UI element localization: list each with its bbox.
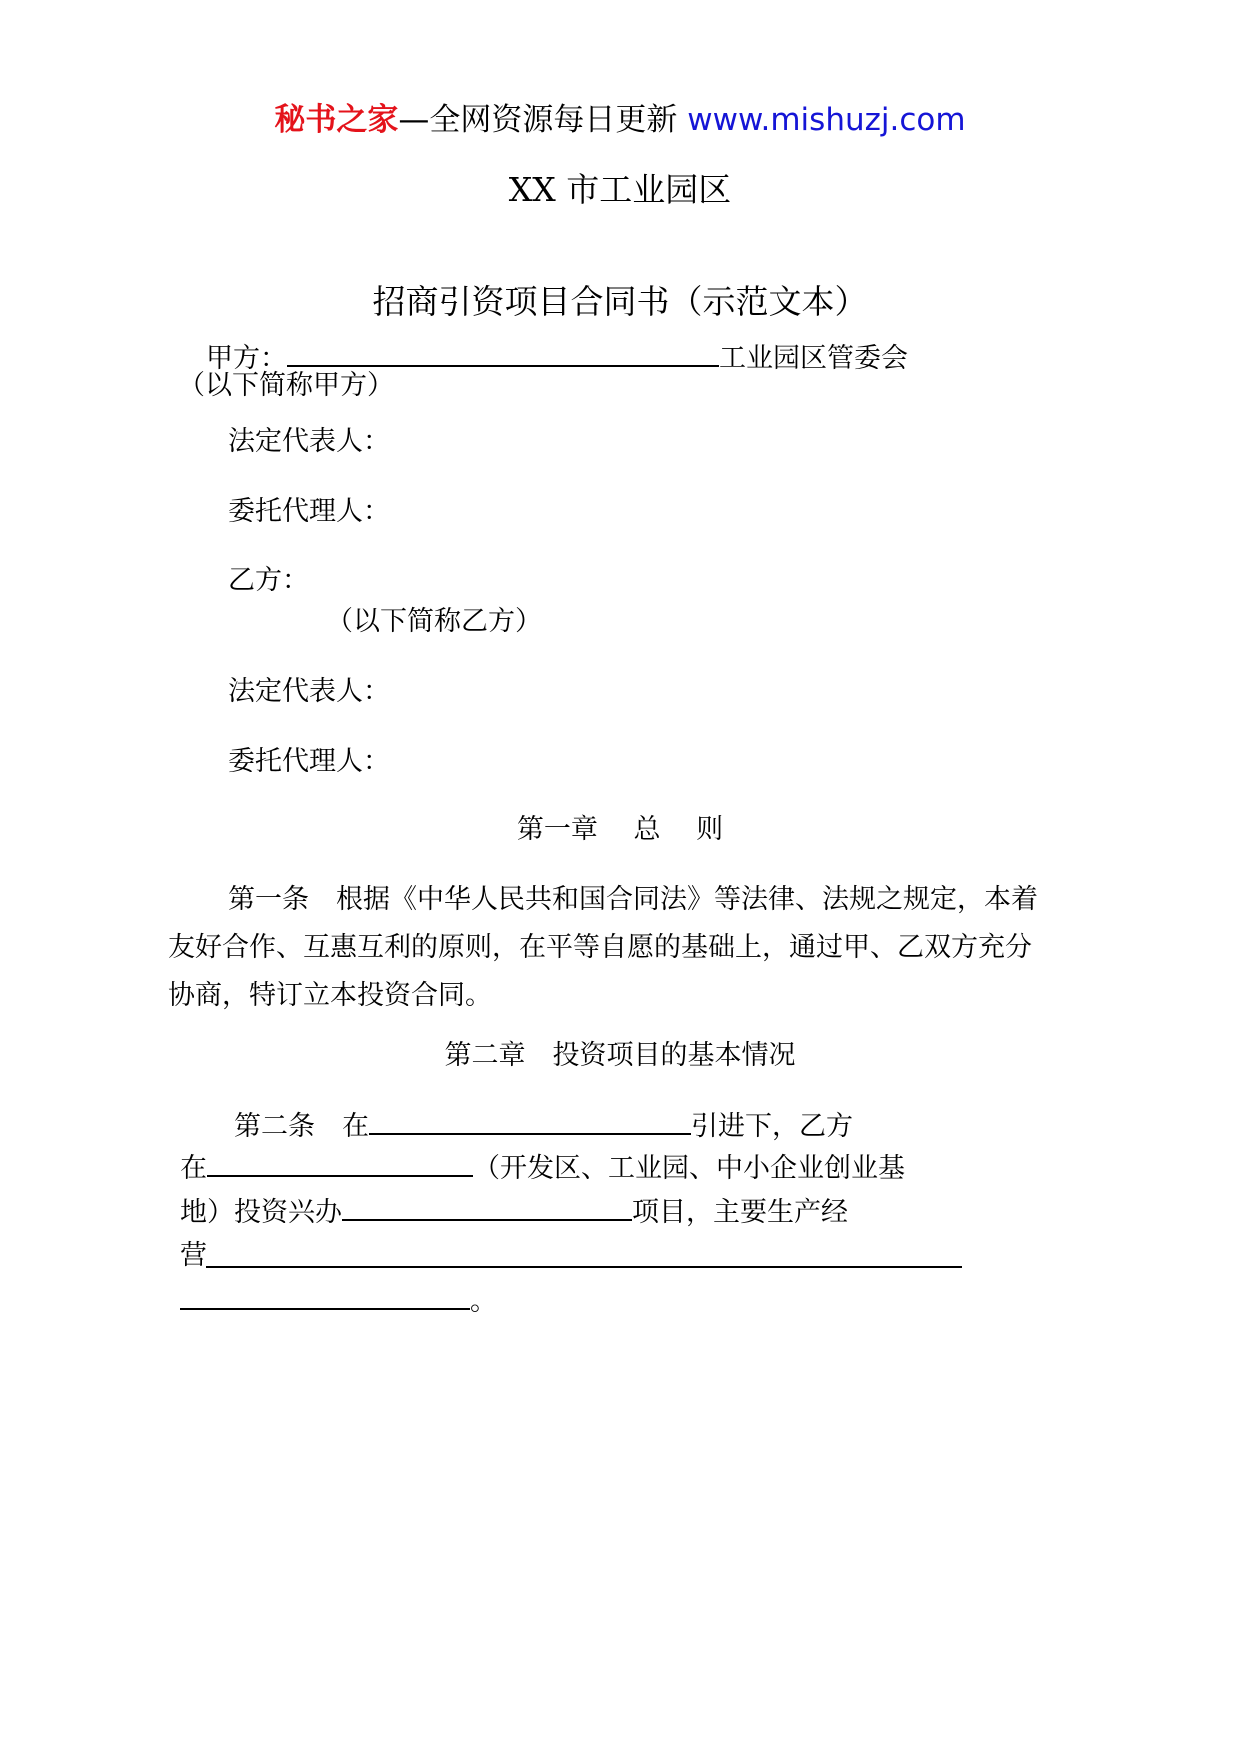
article-2-blank-5 [180, 1308, 470, 1310]
article-2-mid-1: 引进下，乙方 [691, 1111, 853, 1142]
article-2-line-2 [180, 1150, 905, 1187]
party-a-suffix: 工业园区管委会 [719, 343, 908, 374]
brand-name: 秘书之家 [274, 102, 399, 138]
article-2-line-3 [180, 1194, 848, 1231]
legal-rep-b: 法定代表人： [228, 676, 390, 707]
article-2-ying: 营 [180, 1240, 207, 1271]
article-2-end: 。 [470, 1286, 497, 1317]
document-subtitle: 招商引资项目合同书（示范文本） [372, 282, 868, 321]
article-2-mid-2: （开发区、工业园、中小企业创业基 [473, 1153, 905, 1184]
document-title: XX 市工业园区 [508, 170, 732, 209]
article-2-blank-2 [207, 1150, 473, 1177]
banner-slogan: —全网资源每日更新 [398, 102, 678, 138]
chapter-2-heading: 第二章 投资项目的基本情况 [444, 1040, 796, 1071]
article-2-blank-1 [369, 1108, 691, 1135]
chapter-1-heading: 第一章 总 则 [516, 814, 724, 845]
website-link[interactable]: www.mishuzj.com [687, 102, 966, 138]
article-2-line-1 [234, 1108, 853, 1145]
party-a-label: 甲方： [206, 343, 287, 374]
party-b-label: 乙方： [228, 565, 309, 596]
article-2-in: 在 [180, 1153, 207, 1184]
party-b-alias: （以下简称乙方） [326, 606, 542, 637]
article-2-line-3b: 项目，主要生产经 [632, 1197, 848, 1228]
article-2-blank-3 [342, 1194, 632, 1221]
site-banner [0, 100, 1240, 140]
article-1: 第一条 根据《中华人民共和国合同法》等法律、法规之规定，本着友好合作、互惠互利的原则，在平等自愿的基础上，通过甲、乙双方充分协商，特订立本投资合同。 [168, 884, 1038, 1011]
article-2-blank-4 [206, 1266, 962, 1268]
article-2-prefix: 第二条 在 [234, 1111, 369, 1142]
party-a-alias: （以下简称甲方） [178, 370, 394, 401]
article-2-line-4 [180, 1238, 207, 1274]
party-a-blank [287, 340, 719, 367]
article-2-line-3a: 地）投资兴办 [180, 1197, 342, 1228]
agent-b: 委托代理人： [228, 746, 390, 777]
agent-a: 委托代理人： [228, 496, 390, 527]
legal-rep-a: 法定代表人： [228, 426, 390, 457]
